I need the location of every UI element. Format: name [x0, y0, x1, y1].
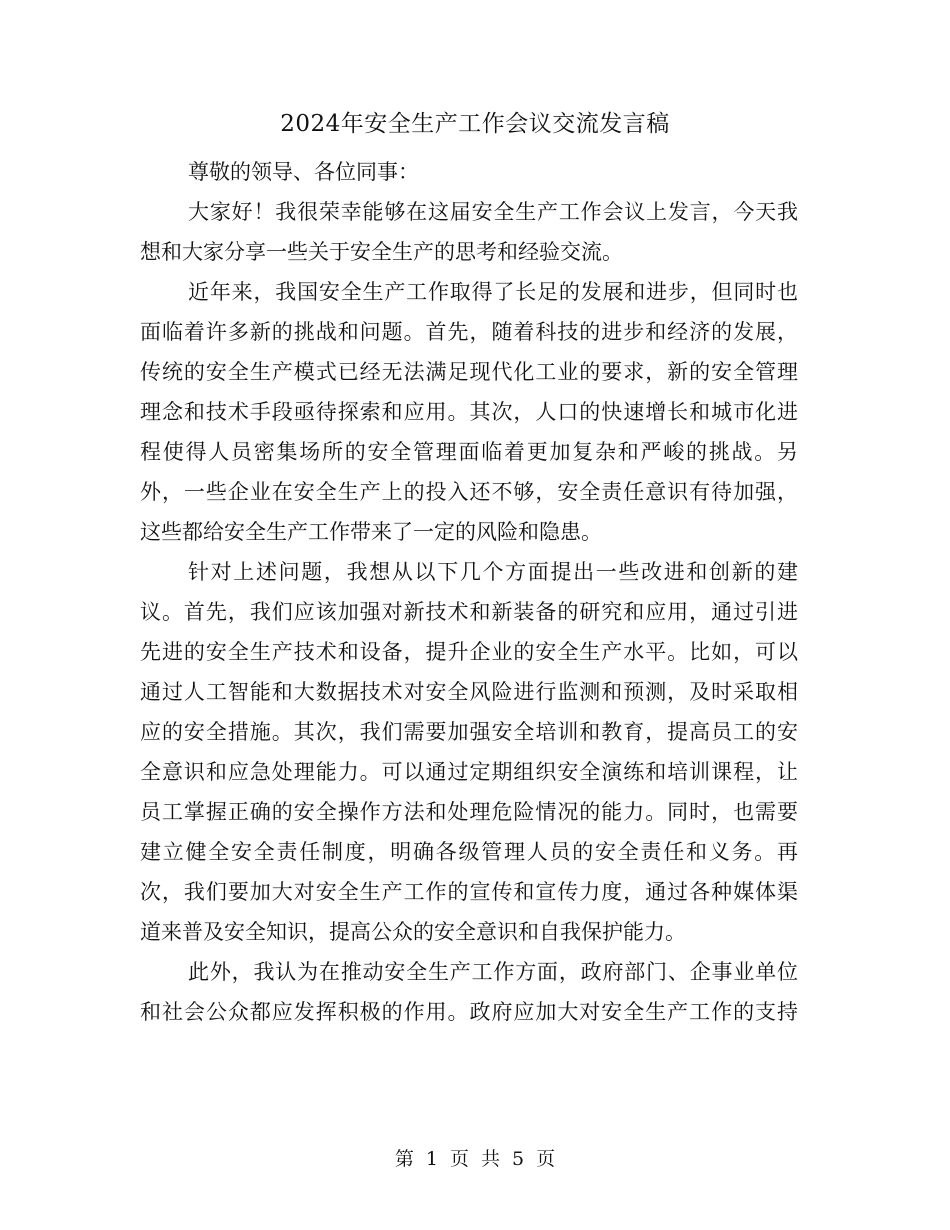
paragraph-line: 针对上述问题，我想从以下几个方面提出一些改进和创新的建 [188, 560, 798, 584]
paragraph-line: 理念和技术手段亟待探索和应用。其次，人口的快速增长和城市化进 [140, 400, 798, 424]
paragraph-line: 近年来，我国安全生产工作取得了长足的发展和进步，但同时也 [188, 280, 798, 304]
paragraph-line: 想和大家分享一些关于安全生产的思考和经验交流。 [140, 240, 623, 264]
paragraph-line: 程使得人员密集场所的安全管理面临着更加复杂和严峻的挑战。另 [140, 440, 798, 464]
document-body [140, 152, 798, 1032]
paragraph-line: 员工掌握正确的安全操作方法和处理危险情况的能力。同时，也需要 [140, 800, 798, 824]
paragraph-line: 此外，我认为在推动安全生产工作方面，政府部门、企事业单位 [188, 960, 798, 984]
paragraph-line: 道来普及安全知识，提高公众的安全意识和自我保护能力。 [140, 920, 686, 944]
paragraph-line: 建立健全安全责任制度，明确各级管理人员的安全责任和义务。再 [140, 840, 798, 864]
paragraph-line: 和社会公众都应发挥积极的作用。政府应加大对安全生产工作的支持 [140, 1000, 798, 1024]
paragraph-line: 传统的安全生产模式已经无法满足现代化工业的要求，新的安全管理 [140, 360, 798, 384]
paragraph-line: 外，一些企业在安全生产上的投入还不够，安全责任意识有待加强， [140, 480, 798, 504]
paragraph-line: 大家好！我很荣幸能够在这届安全生产工作会议上发言，今天我 [188, 200, 798, 224]
paragraph-line: 通过人工智能和大数据技术对安全风险进行监测和预测，及时采取相 [140, 680, 798, 704]
paragraph-line: 这些都给安全生产工作带来了一定的风险和隐患。 [140, 520, 602, 544]
paragraph-line: 面临着许多新的挑战和问题。首先，随着科技的进步和经济的发展， [140, 320, 798, 344]
paragraph-line: 先进的安全生产技术和设备，提升企业的安全生产水平。比如，可以 [140, 640, 798, 664]
document-title: 2024年安全生产工作会议交流发言稿 [280, 111, 670, 137]
salutation: 尊敬的领导、各位同事： [188, 160, 419, 184]
paragraph-line: 全意识和应急处理能力。可以通过定期组织安全演练和培训课程，让 [140, 760, 798, 784]
paragraph-line: 次，我们要加大对安全生产工作的宣传和宣传力度，通过各种媒体渠 [140, 880, 798, 904]
paragraph-line: 应的安全措施。其次，我们需要加强安全培训和教育，提高员工的安 [140, 720, 798, 744]
page-footer: 第 1 页 共 5 页 [394, 1148, 556, 1170]
paragraph-line: 议。首先，我们应该加强对新技术和新装备的研究和应用，通过引进 [140, 600, 798, 624]
